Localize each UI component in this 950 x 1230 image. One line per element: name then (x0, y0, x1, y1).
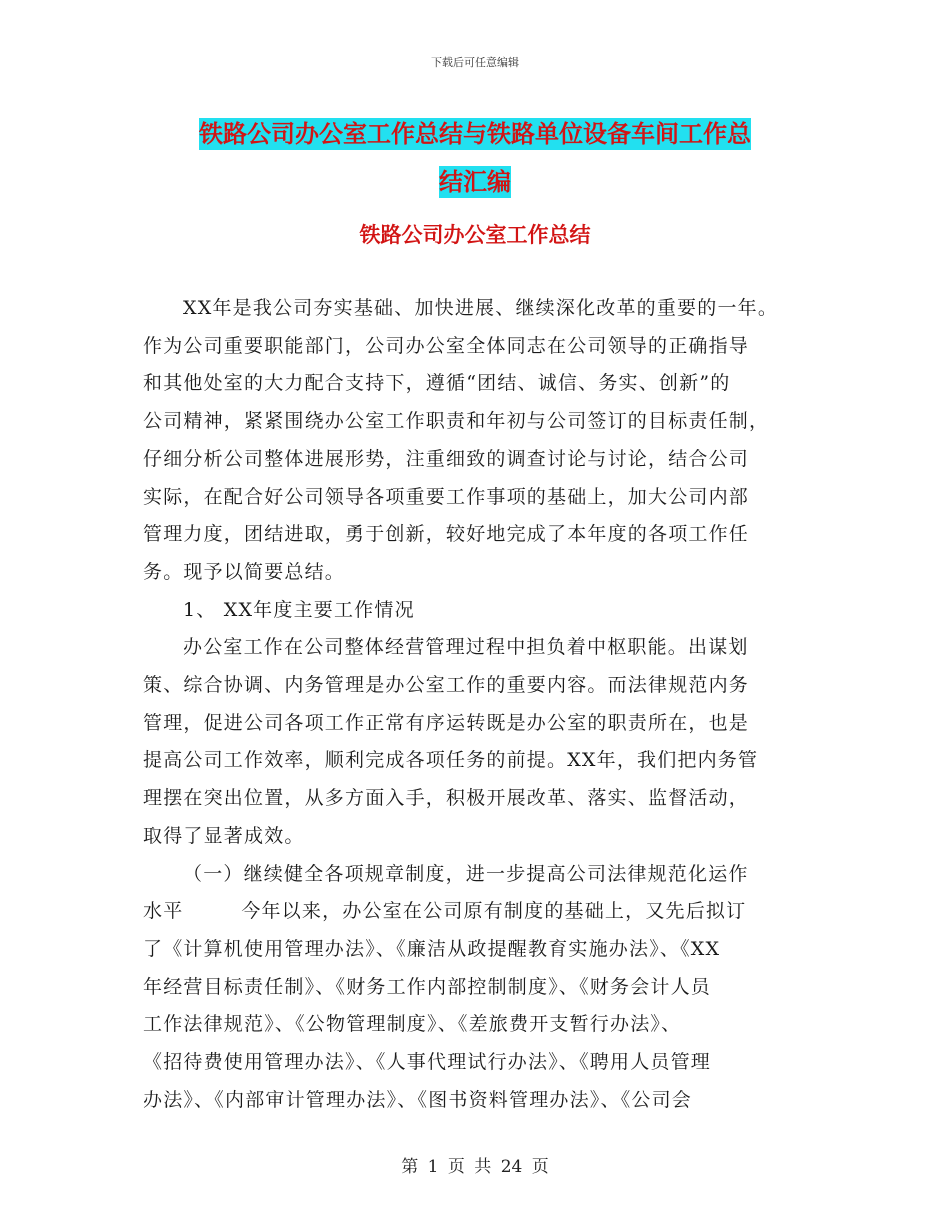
section-title: 铁路公司办公室工作总结 (359, 223, 591, 247)
body-line: 年经营目标责任制》、《财务工作内部控制制度》、《财务会计人员 (143, 975, 712, 998)
body-line: 仔细分析公司整体进展形势，注重细致的调查讨论与讨论，结合公司 (143, 447, 750, 470)
body-subheading: （一）继续健全各项规章制度，进一步提高公司法律规范化运作 (183, 862, 749, 885)
body-line: 理摆在突出位置，从多方面入手，积极开展改革、落实、监督活动， (143, 787, 750, 810)
document-body (143, 290, 823, 1119)
page-footer: 第 1 页 共 24 页 (401, 1157, 549, 1177)
document-title (0, 110, 950, 206)
body-line: 取得了显著成效。 (143, 824, 305, 847)
body-line: 作为公司重要职能部门，公司办公室全体同志在公司领导的正确指导 (143, 334, 750, 357)
body-line: 公司精神，紧紧围绕办公室工作职责和年初与公司签订的目标责任制， (143, 410, 770, 433)
body-line: 策、综合协调、内务管理是办公室工作的重要内容。而法律规范内务 (143, 674, 750, 697)
body-line: 办公室工作在公司整体经营管理过程中担负着中枢职能。出谋划 (183, 636, 749, 659)
body-line: 实际，在配合好公司领导各项重要工作事项的基础上，加大公司内部 (143, 485, 750, 508)
body-line: 工作法律规范》、《公物管理制度》、《差旅费开支暂行办法》、 (143, 1013, 682, 1036)
body-line: 了《计算机使用管理办法》、《廉洁从政提醒教育实施办法》、《XX (143, 937, 721, 960)
body-line: 《招待费使用管理办法》、《人事代理试行办法》、《聘用人员管理 (143, 1051, 712, 1074)
page-header-note: 下载后可任意编辑 (431, 56, 519, 69)
body-line: 管理力度，团结进取，勇于创新，较好地完成了本年度的各项工作任 (143, 523, 750, 546)
document-title-line-1: 铁路公司办公室工作总结与铁路单位设备车间工作总 (199, 120, 751, 148)
body-line: 提高公司工作效率，顺利完成各项任务的前提。XX年，我们把内务管 (143, 749, 759, 772)
body-line: 务。现予以简要总结。 (143, 560, 346, 583)
body-line: 管理，促进公司各项工作正常有序运转既是办公室的职责所在，也是 (143, 711, 750, 734)
body-line: XX年是我公司夯实基础、加快进展、继续深化改革的重要的一年。 (183, 297, 779, 319)
document-title-line-2: 结汇编 (439, 168, 511, 196)
body-line: 办法》、《内部审计管理办法》、《图书资料管理办法》、《公司会 (143, 1088, 693, 1111)
body-line: 水平 今年以来，办公室在公司原有制度的基础上，又先后拟订 (143, 900, 747, 923)
body-heading: 1、 XX年度主要工作情况 (183, 598, 415, 621)
body-line: 和其他处室的大力配合支持下，遵循“团结、诚信、务实、创新”的 (143, 372, 731, 395)
